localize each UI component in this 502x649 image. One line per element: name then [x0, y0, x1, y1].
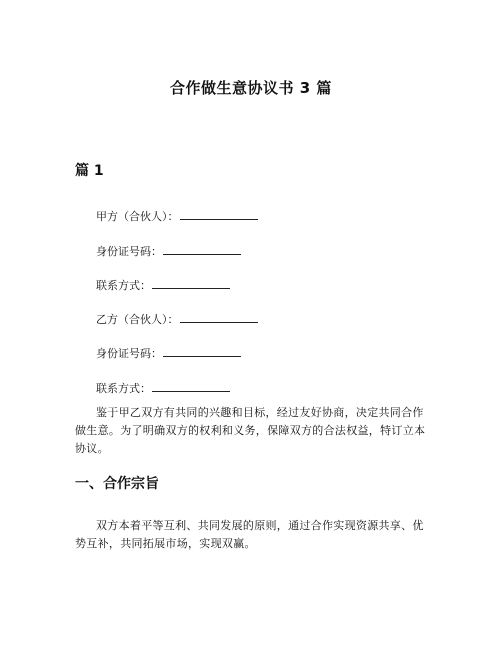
fill-in-blank — [180, 311, 258, 323]
field-label: 身份证号码： — [96, 347, 162, 360]
party-b-field — [96, 311, 258, 328]
field-label: 联系方式： — [96, 279, 151, 292]
party-a-contact-field — [96, 277, 230, 294]
party-b-id-field — [96, 345, 241, 362]
fill-in-blank — [152, 380, 230, 392]
party-b-contact-field — [96, 380, 230, 397]
party-a-field — [96, 208, 258, 225]
document-title: 合作做生意协议书 3 篇 — [170, 79, 332, 97]
fill-in-blank — [152, 277, 230, 289]
fill-in-blank — [163, 345, 241, 357]
clause-1-heading: 一、合作宗旨 — [75, 476, 159, 492]
field-label: 甲方（合伙人）： — [96, 210, 179, 223]
fill-in-blank — [163, 243, 241, 255]
field-label: 乙方（合伙人）： — [96, 313, 179, 326]
part-heading: 篇 1 — [75, 163, 104, 179]
field-label: 身份证号码： — [96, 245, 162, 258]
party-a-id-field — [96, 243, 241, 260]
intro-paragraph: 鉴于甲乙双方有共同的兴趣和目标，经过友好协商，决定共同合作做生意。为了明确双方的权利和义务，保障双方的合法权益，特订立本协议。 — [75, 406, 426, 455]
fill-in-blank — [180, 208, 258, 220]
clause-1-text: 双方本着平等互利、共同发展的原则，通过合作实现资源共享、优势互补，共同拓展市场，实现双赢。 — [75, 519, 424, 550]
field-label: 联系方式： — [96, 382, 151, 395]
